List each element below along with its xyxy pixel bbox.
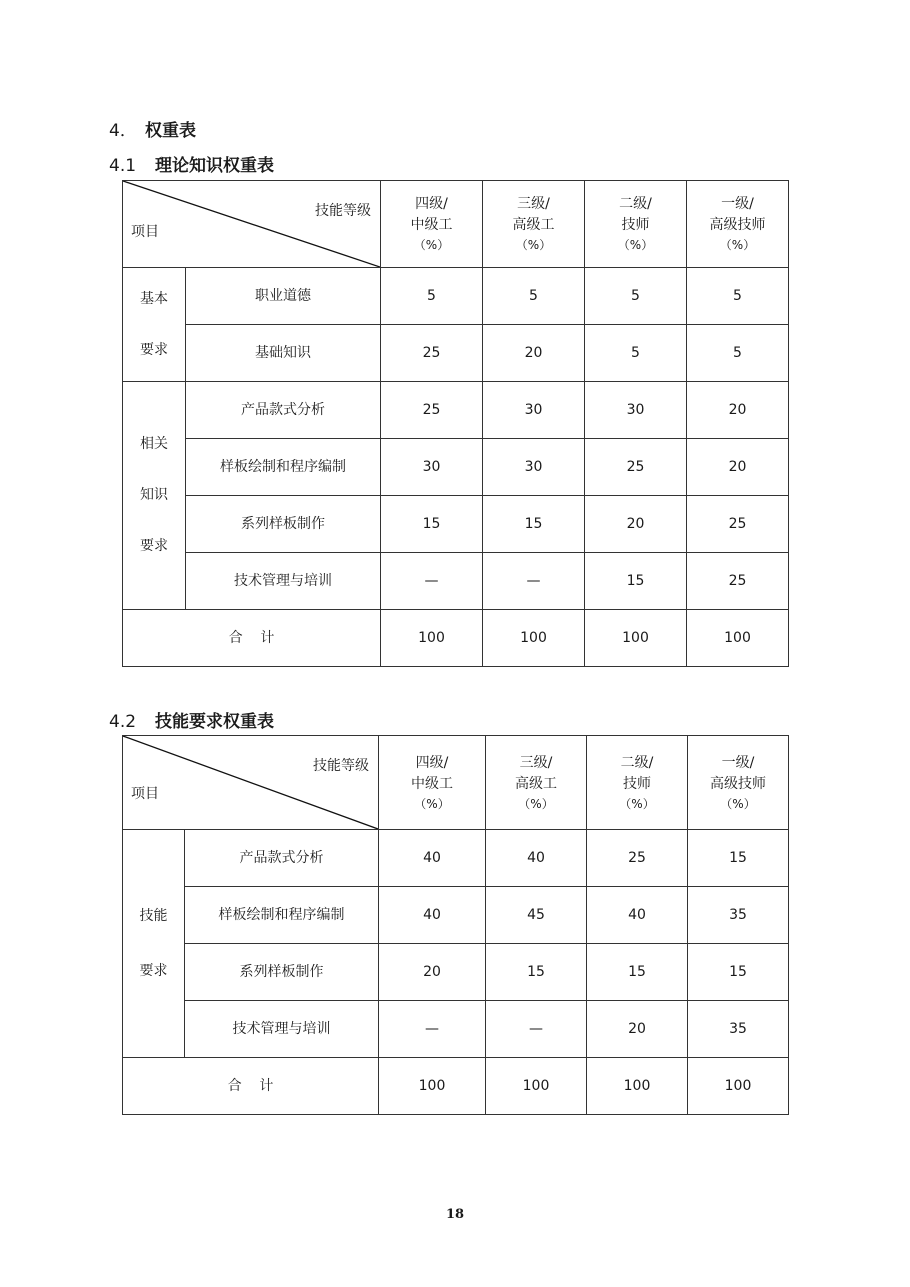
value-cell: 15: [688, 830, 789, 887]
column-header-line2: 技师: [621, 217, 650, 233]
column-header-line1: 二级/: [620, 754, 654, 771]
row-name: 产品款式分析: [185, 830, 379, 887]
value-cell: 25: [585, 439, 687, 496]
value-cell: 25: [587, 830, 688, 887]
value-cell: 20: [687, 382, 789, 439]
column-header-line2: 高级工: [512, 217, 555, 233]
table-row: [123, 382, 789, 439]
row-name: 基础知识: [186, 325, 381, 382]
value-cell: 25: [687, 496, 789, 553]
total-value: 100: [486, 1058, 587, 1115]
column-header: [687, 181, 789, 268]
column-header-line1: 二级/: [619, 196, 652, 212]
value-cell: 5: [687, 268, 789, 325]
column-header-line2: 高级工: [515, 775, 557, 792]
value-cell: —: [483, 553, 585, 610]
column-header-unit: （%）: [617, 238, 654, 252]
section-number: 4．: [109, 121, 137, 141]
skill-heading: [109, 707, 274, 732]
column-header: [585, 181, 687, 268]
skill-weight-table: [122, 735, 789, 1115]
value-cell: 40: [486, 830, 587, 887]
value-cell: 15: [381, 496, 483, 553]
value-cell: 5: [483, 268, 585, 325]
value-cell: 15: [486, 944, 587, 1001]
column-header: [688, 736, 789, 830]
group-label-line: 要求: [139, 962, 168, 979]
value-cell: —: [486, 1001, 587, 1058]
group-label-line: 要求: [140, 538, 168, 554]
value-cell: 15: [483, 496, 585, 553]
total-value: 100: [688, 1058, 789, 1115]
row-name: 系列样板制作: [186, 496, 381, 553]
column-header: [483, 181, 585, 268]
row-name: 样板绘制和程序编制: [185, 887, 379, 944]
table-row: [123, 325, 789, 382]
value-cell: 5: [585, 268, 687, 325]
column-header-line1: 四级/: [415, 754, 449, 771]
total-value: 100: [483, 610, 585, 667]
item-label: 项目: [131, 224, 159, 240]
value-cell: 40: [587, 887, 688, 944]
value-cell: 5: [687, 325, 789, 382]
column-header-unit: （%）: [414, 796, 450, 811]
row-name: 样板绘制和程序编制: [186, 439, 381, 496]
table-row: [123, 944, 789, 1001]
column-header-line2: 高级技师: [710, 775, 766, 792]
total-value: 100: [585, 610, 687, 667]
column-header-unit: （%）: [719, 238, 756, 252]
table-header-row: [123, 181, 789, 268]
table-row: [123, 1001, 789, 1058]
total-row: [123, 1058, 789, 1115]
row-name: 技术管理与培训: [185, 1001, 379, 1058]
skill-level-label: 技能等级: [313, 758, 369, 774]
value-cell: 15: [688, 944, 789, 1001]
group-label-basic: [123, 268, 186, 382]
value-cell: 15: [587, 944, 688, 1001]
page-number: 18: [445, 1207, 465, 1222]
diagonal-line: [123, 736, 378, 829]
table-row: [123, 496, 789, 553]
table-row: [123, 439, 789, 496]
diagonal-line: [123, 181, 380, 267]
row-name: 职业道德: [186, 268, 381, 325]
value-cell: 30: [483, 382, 585, 439]
column-header-line2: 中级工: [410, 217, 453, 233]
value-cell: 25: [381, 325, 483, 382]
value-cell: 20: [483, 325, 585, 382]
value-cell: 5: [381, 268, 483, 325]
value-cell: 45: [486, 887, 587, 944]
total-value: 100: [587, 1058, 688, 1115]
value-cell: 20: [585, 496, 687, 553]
column-header-line2: 技师: [623, 775, 651, 792]
value-cell: 40: [379, 830, 486, 887]
section-heading: [109, 116, 196, 141]
column-header-line1: 三级/: [517, 196, 550, 212]
column-header: [381, 181, 483, 268]
total-value: 100: [687, 610, 789, 667]
value-cell: 40: [379, 887, 486, 944]
value-cell: 20: [379, 944, 486, 1001]
column-header-unit: （%）: [720, 796, 756, 811]
value-cell: —: [381, 553, 483, 610]
column-header-line1: 一级/: [721, 196, 754, 212]
column-header: [379, 736, 486, 830]
group-label-line: 要求: [140, 341, 168, 358]
total-value: 100: [379, 1058, 486, 1115]
column-header-unit: （%）: [413, 238, 450, 252]
column-header-unit: （%）: [515, 238, 552, 252]
value-cell: 25: [687, 553, 789, 610]
group-label-skill: [123, 830, 185, 1058]
table-row: [123, 887, 789, 944]
group-label-related: [123, 382, 186, 610]
theory-weight-table: [122, 180, 789, 667]
total-row: [123, 610, 789, 667]
row-name: 系列样板制作: [185, 944, 379, 1001]
value-cell: 20: [587, 1001, 688, 1058]
value-cell: 30: [381, 439, 483, 496]
column-header-unit: （%）: [518, 796, 554, 811]
theory-heading-number: 4.1: [109, 156, 137, 176]
group-label-line: 技能: [139, 907, 168, 924]
column-header: [486, 736, 587, 830]
value-cell: —: [379, 1001, 486, 1058]
group-label-line: 基本: [140, 290, 168, 307]
table-row: [123, 268, 789, 325]
total-value: 100: [381, 610, 483, 667]
column-header-line1: 四级/: [415, 196, 448, 212]
total-label: 合 计: [123, 1058, 379, 1115]
value-cell: 25: [381, 382, 483, 439]
skill-heading-title: 技能要求权重表: [155, 712, 274, 732]
theory-heading-title: 理论知识权重表: [155, 156, 274, 176]
value-cell: 35: [688, 887, 789, 944]
column-header: [587, 736, 688, 830]
column-header-unit: （%）: [619, 796, 655, 811]
table-row: [123, 553, 789, 610]
value-cell: 5: [585, 325, 687, 382]
value-cell: 20: [687, 439, 789, 496]
table-header-row: [123, 736, 789, 830]
row-name: 技术管理与培训: [186, 553, 381, 610]
section-title: 权重表: [145, 121, 196, 141]
column-header-line2: 高级技师: [709, 217, 766, 233]
value-cell: 30: [585, 382, 687, 439]
total-label: 合 计: [123, 610, 381, 667]
column-header-line1: 三级/: [519, 754, 553, 771]
theory-heading: [109, 151, 274, 176]
group-label-line: 知识: [140, 487, 168, 503]
table-row: [123, 830, 789, 887]
diagonal-header-cell: [123, 181, 381, 268]
group-label-line: 相关: [140, 436, 168, 452]
row-name: 产品款式分析: [186, 382, 381, 439]
item-label: 项目: [131, 786, 159, 802]
column-header-line2: 中级工: [411, 775, 453, 792]
column-header-line1: 一级/: [721, 754, 755, 771]
value-cell: 30: [483, 439, 585, 496]
value-cell: 35: [688, 1001, 789, 1058]
skill-level-label: 技能等级: [315, 203, 371, 219]
skill-heading-number: 4.2: [109, 712, 137, 732]
diagonal-header-cell: [123, 736, 379, 830]
value-cell: 15: [585, 553, 687, 610]
